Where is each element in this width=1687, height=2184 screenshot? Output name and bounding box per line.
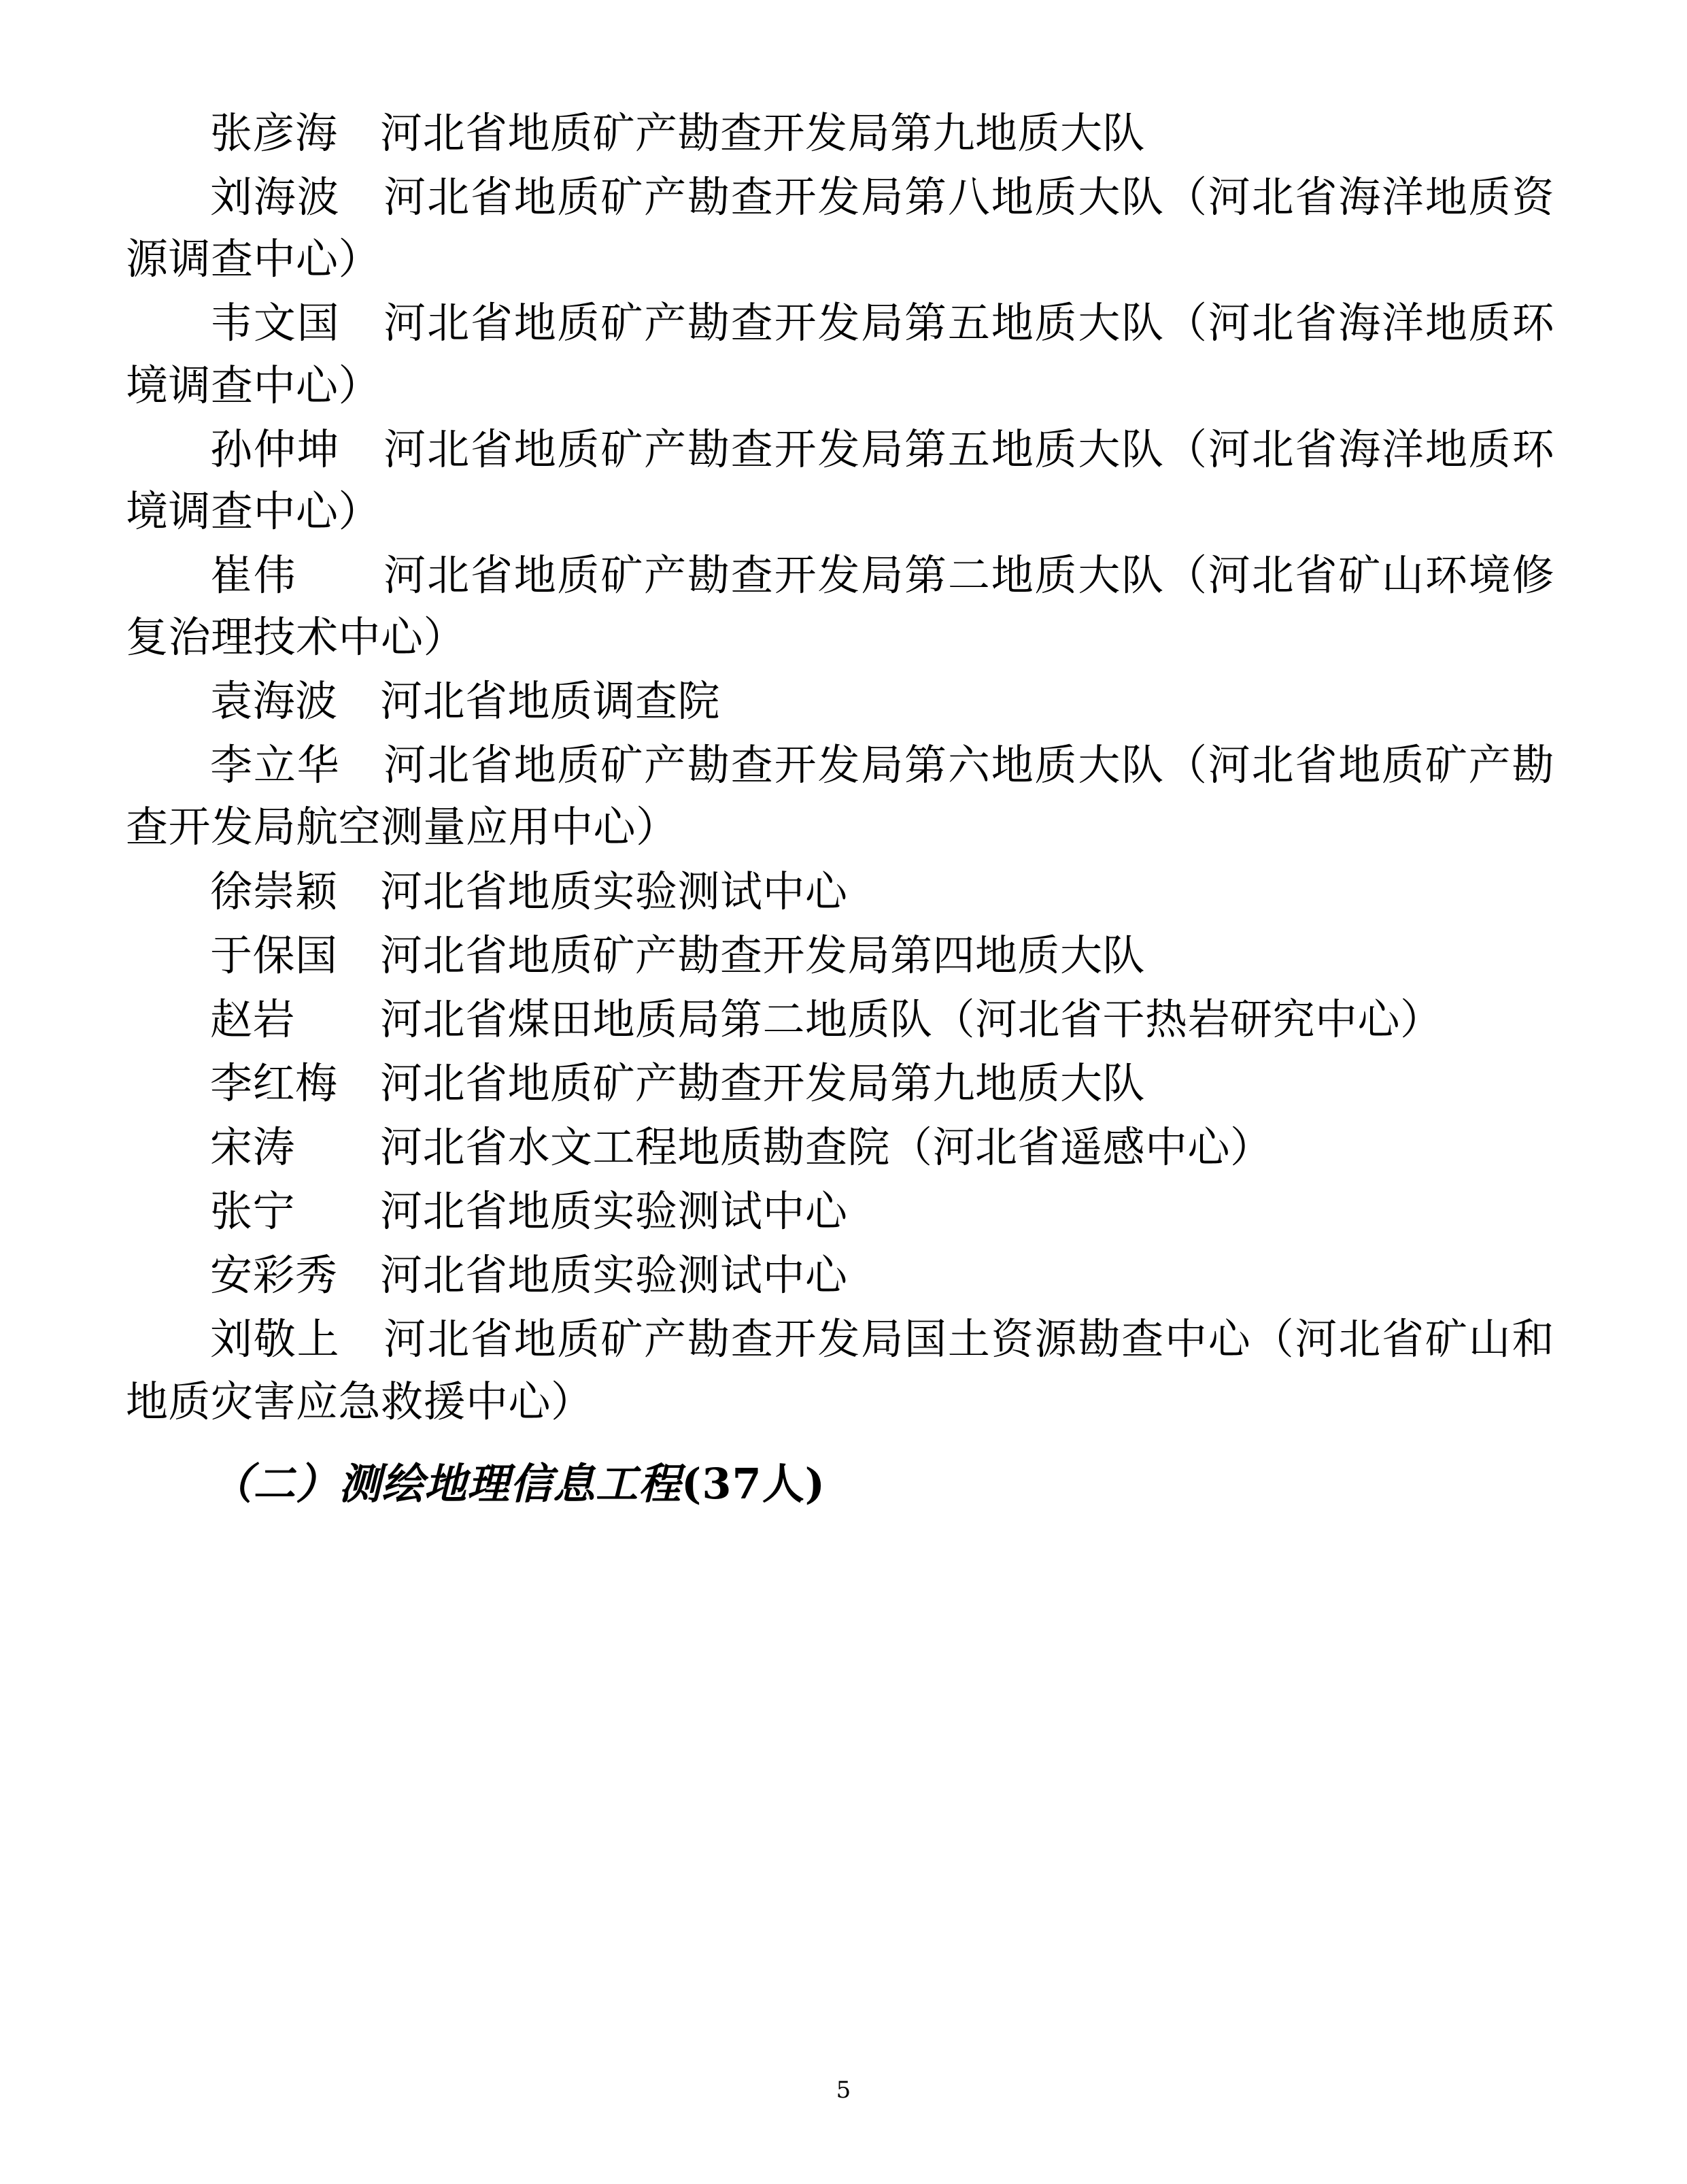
list-item: 孙仲坤 河北省地质矿产勘查开发局第五地质大队（河北省海洋地质环境调查中心） bbox=[126, 424, 1554, 536]
list-item: 安彩秀 河北省地质实验测试中心 bbox=[210, 1250, 848, 1300]
section-heading bbox=[126, 1453, 1554, 1515]
list-item: 李红梅 河北省地质矿产勘查开发局第九地质大队 bbox=[210, 1058, 1146, 1108]
section-heading-label: （二）测绘地理信息工程 bbox=[210, 1458, 682, 1509]
list-item: 刘敬上 河北省地质矿产勘查开发局国土资源勘查中心（河北省矿山和地质灾害应急救援中心） bbox=[126, 1314, 1554, 1426]
page-number: 5 bbox=[836, 2077, 851, 2104]
list-item: 韦文国 河北省地质矿产勘查开发局第五地质大队（河北省海洋地质环境调查中心） bbox=[126, 298, 1554, 410]
list-item: 袁海波 河北省地质调查院 bbox=[210, 676, 721, 726]
list-item: 李立华 河北省地质矿产勘查开发局第六地质大队（河北省地质矿产勘查开发局航空测量应用中心） bbox=[126, 740, 1554, 852]
section-heading-count: (37人) bbox=[681, 1458, 825, 1509]
list-item: 崔伟 河北省地质矿产勘查开发局第二地质大队（河北省矿山环境修复治理技术中心） bbox=[126, 550, 1554, 662]
list-item: 徐崇颖 河北省地质实验测试中心 bbox=[210, 866, 848, 916]
list-item: 张宁 河北省地质实验测试中心 bbox=[210, 1186, 848, 1237]
list-item: 于保国 河北省地质矿产勘查开发局第四地质大队 bbox=[210, 930, 1146, 980]
list-item: 赵岩 河北省煤田地质局第二地质队（河北省干热岩研究中心） bbox=[210, 994, 1443, 1044]
document-body bbox=[126, 102, 1554, 1515]
list-item: 刘海波 河北省地质矿产勘查开发局第八地质大队（河北省海洋地质资源调查中心） bbox=[126, 172, 1554, 284]
list-item: 宋涛 河北省水文工程地质勘查院（河北省遥感中心） bbox=[210, 1122, 1273, 1172]
list-item: 张彦海 河北省地质矿产勘查开发局第九地质大队 bbox=[210, 108, 1146, 158]
